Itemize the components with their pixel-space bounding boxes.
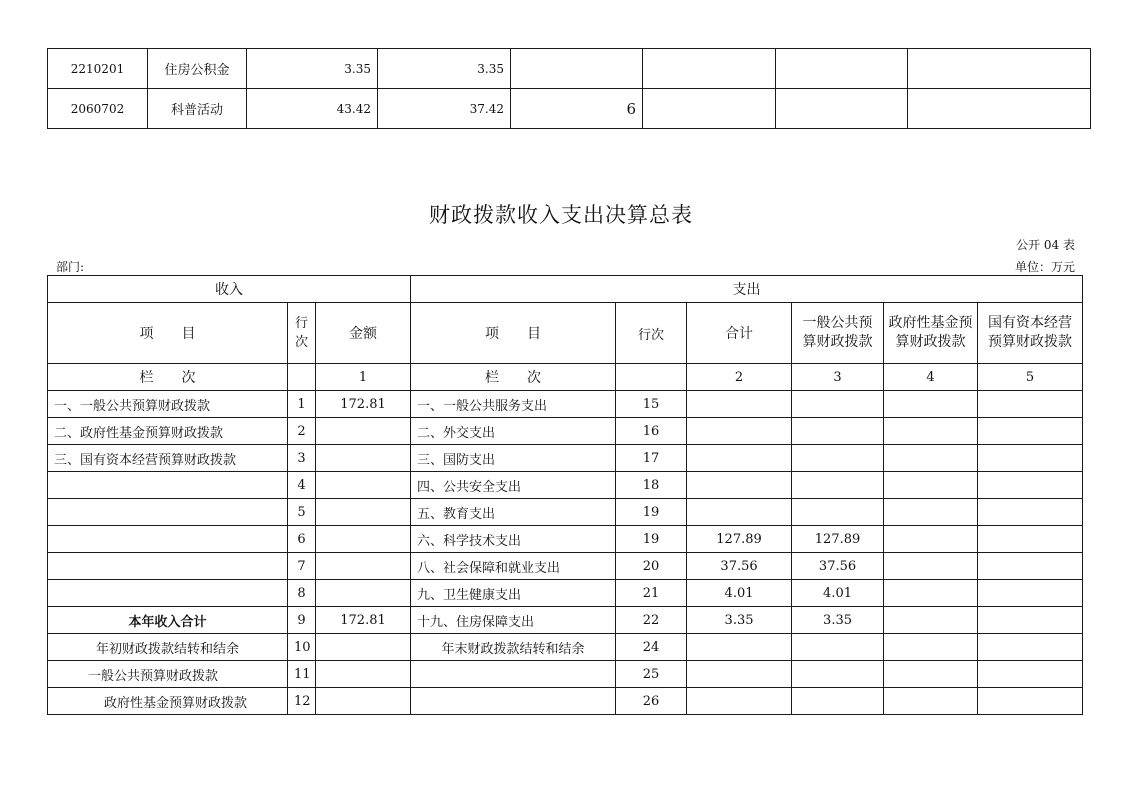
fund-budget-header: 政府性基金预算财政拨款: [884, 303, 978, 364]
fund-budget-value: [884, 634, 978, 661]
table-row: [48, 607, 1083, 634]
expense-line-no: 19: [616, 499, 687, 526]
income-item: [48, 526, 288, 553]
state-capital-value: [978, 634, 1083, 661]
general-budget-value: 4.01: [792, 580, 884, 607]
table-row: [48, 553, 1083, 580]
department-label: 部门:: [56, 260, 85, 274]
income-amount: 172.81: [316, 391, 411, 418]
income-line-no: 6: [288, 526, 316, 553]
state-capital-value: [978, 661, 1083, 688]
expense-item: [411, 688, 616, 715]
total-value: 43.42: [247, 89, 378, 129]
basic-value: 3.35: [378, 49, 511, 89]
expense-item: 二、外交支出: [411, 418, 616, 445]
unit-label: 单位：万元: [1014, 260, 1075, 274]
income-line-no: 4: [288, 472, 316, 499]
subject-name: 科普活动: [148, 89, 247, 129]
income-amount: [316, 418, 411, 445]
income-header: 收入: [48, 276, 411, 303]
subject-code: 2210201: [48, 49, 148, 89]
general-budget-value: [792, 418, 884, 445]
state-capital-value: [978, 391, 1083, 418]
expense-item: 十九、住房保障支出: [411, 607, 616, 634]
empty-cell: [643, 49, 776, 89]
project-value: [511, 49, 643, 89]
amount-header: 金额: [316, 303, 411, 364]
table-row: [48, 472, 1083, 499]
income-amount: [316, 553, 411, 580]
general-budget-value: [792, 661, 884, 688]
empty-cell: [908, 89, 1091, 129]
table-body: [48, 391, 1083, 715]
income-line-no: 2: [288, 418, 316, 445]
expense-total: 127.89: [687, 526, 792, 553]
expense-total: [687, 499, 792, 526]
fund-budget-value: [884, 553, 978, 580]
table-row: [48, 445, 1083, 472]
expense-line-no: 25: [616, 661, 687, 688]
column-index-row: [48, 364, 1083, 391]
expense-item: [411, 661, 616, 688]
income-line-no-header: 行次: [288, 303, 316, 364]
income-line-no: 1: [288, 391, 316, 418]
income-line-no: 3: [288, 445, 316, 472]
basic-value: 37.42: [378, 89, 511, 129]
income-amount: [316, 499, 411, 526]
empty-cell: [776, 49, 908, 89]
expense-total: [687, 661, 792, 688]
fund-budget-value: [884, 499, 978, 526]
expense-line-no: 26: [616, 688, 687, 715]
fund-budget-value: [884, 445, 978, 472]
table-row: [48, 661, 1083, 688]
income-amount: [316, 580, 411, 607]
income-item: 二、政府性基金预算财政拨款: [48, 418, 288, 445]
expense-total: [687, 634, 792, 661]
table-row: [48, 580, 1083, 607]
fund-budget-value: [884, 580, 978, 607]
income-item: 本年收入合计: [48, 607, 288, 634]
fund-budget-value: [884, 661, 978, 688]
general-budget-value: 37.56: [792, 553, 884, 580]
col-index: 5: [978, 364, 1083, 391]
state-capital-value: [978, 607, 1083, 634]
income-amount: [316, 445, 411, 472]
expense-total: 3.35: [687, 607, 792, 634]
table-row: [48, 499, 1083, 526]
income-line-no: 9: [288, 607, 316, 634]
expense-line-no: 16: [616, 418, 687, 445]
form-number: 公开 04 表: [1016, 238, 1075, 252]
expense-line-no-header: 行次: [616, 303, 687, 364]
subject-code: 2060702: [48, 89, 148, 129]
state-capital-value: [978, 688, 1083, 715]
col-index: 2: [687, 364, 792, 391]
total-value: 3.35: [247, 49, 378, 89]
table-row: [48, 49, 1091, 89]
general-budget-value: [792, 472, 884, 499]
empty-cell: [616, 364, 687, 391]
income-line-no: 5: [288, 499, 316, 526]
state-capital-value: [978, 580, 1083, 607]
income-amount: [316, 634, 411, 661]
expense-item: 八、社会保障和就业支出: [411, 553, 616, 580]
income-line-no: 10: [288, 634, 316, 661]
fund-budget-value: [884, 526, 978, 553]
col-label: 栏 次: [48, 364, 288, 391]
expense-line-no: 22: [616, 607, 687, 634]
expense-item: 一、一般公共服务支出: [411, 391, 616, 418]
expense-line-no: 21: [616, 580, 687, 607]
expense-item: 六、科学技术支出: [411, 526, 616, 553]
income-line-no: 8: [288, 580, 316, 607]
state-capital-value: [978, 553, 1083, 580]
table-row: [48, 634, 1083, 661]
expense-header: 支出: [411, 276, 1083, 303]
subject-name: 住房公积金: [148, 49, 247, 89]
empty-cell: [908, 49, 1091, 89]
income-line-no: 11: [288, 661, 316, 688]
expense-total: [687, 391, 792, 418]
col-index: 4: [884, 364, 978, 391]
income-amount: [316, 661, 411, 688]
income-item: [48, 472, 288, 499]
general-budget-header: 一般公共预算财政拨款: [792, 303, 884, 364]
income-amount: [316, 526, 411, 553]
state-capital-value: [978, 418, 1083, 445]
expense-total: [687, 445, 792, 472]
expense-item: 三、国防支出: [411, 445, 616, 472]
expense-item: 五、教育支出: [411, 499, 616, 526]
col-index: 3: [792, 364, 884, 391]
empty-cell: [643, 89, 776, 129]
expense-line-no: 20: [616, 553, 687, 580]
state-capital-header: 国有资本经营预算财政拨款: [978, 303, 1083, 364]
general-budget-value: [792, 445, 884, 472]
state-capital-value: [978, 499, 1083, 526]
general-budget-value: 3.35: [792, 607, 884, 634]
expense-line-no: 18: [616, 472, 687, 499]
general-budget-value: 127.89: [792, 526, 884, 553]
state-capital-value: [978, 472, 1083, 499]
total-header: 合计: [687, 303, 792, 364]
page-title: 财政拨款收入支出决算总表: [429, 203, 693, 227]
income-amount: 172.81: [316, 607, 411, 634]
income-item: 年初财政拨款结转和结余: [48, 634, 288, 661]
col-label: 栏 次: [411, 364, 616, 391]
expense-total: [687, 418, 792, 445]
income-item: 政府性基金预算财政拨款: [48, 688, 288, 715]
detail-table-continuation: [47, 48, 1091, 129]
expense-item: 九、卫生健康支出: [411, 580, 616, 607]
state-capital-value: [978, 445, 1083, 472]
income-line-no: 7: [288, 553, 316, 580]
summary-table: [47, 275, 1083, 715]
income-item-header: 项 目: [48, 303, 288, 364]
expense-item-header: 项 目: [411, 303, 616, 364]
table-row: [48, 391, 1083, 418]
general-budget-value: [792, 688, 884, 715]
general-budget-value: [792, 634, 884, 661]
expense-line-no: 15: [616, 391, 687, 418]
expense-total: 4.01: [687, 580, 792, 607]
header-row-sections: [48, 276, 1083, 303]
empty-cell: [776, 89, 908, 129]
table-row: [48, 688, 1083, 715]
fund-budget-value: [884, 472, 978, 499]
fund-budget-value: [884, 391, 978, 418]
empty-cell: [288, 364, 316, 391]
income-amount: [316, 472, 411, 499]
income-item: 一般公共预算财政拨款: [48, 661, 288, 688]
expense-total: [687, 472, 792, 499]
income-item: 一、一般公共预算财政拨款: [48, 391, 288, 418]
table-row: [48, 418, 1083, 445]
expense-line-no: 17: [616, 445, 687, 472]
project-value: 6: [511, 89, 643, 129]
expense-total: [687, 688, 792, 715]
fund-budget-value: [884, 418, 978, 445]
table-row: [48, 89, 1091, 129]
income-amount: [316, 688, 411, 715]
income-item: 三、国有资本经营预算财政拨款: [48, 445, 288, 472]
expense-item: 年末财政拨款结转和结余: [411, 634, 616, 661]
general-budget-value: [792, 391, 884, 418]
income-item: [48, 580, 288, 607]
expense-line-no: 24: [616, 634, 687, 661]
income-item: [48, 499, 288, 526]
header-row-columns: [48, 303, 1083, 364]
fund-budget-value: [884, 688, 978, 715]
expense-item: 四、公共安全支出: [411, 472, 616, 499]
income-item: [48, 553, 288, 580]
expense-total: 37.56: [687, 553, 792, 580]
col-index: 1: [316, 364, 411, 391]
income-line-no: 12: [288, 688, 316, 715]
state-capital-value: [978, 526, 1083, 553]
fund-budget-value: [884, 607, 978, 634]
expense-line-no: 19: [616, 526, 687, 553]
table-row: [48, 526, 1083, 553]
general-budget-value: [792, 499, 884, 526]
